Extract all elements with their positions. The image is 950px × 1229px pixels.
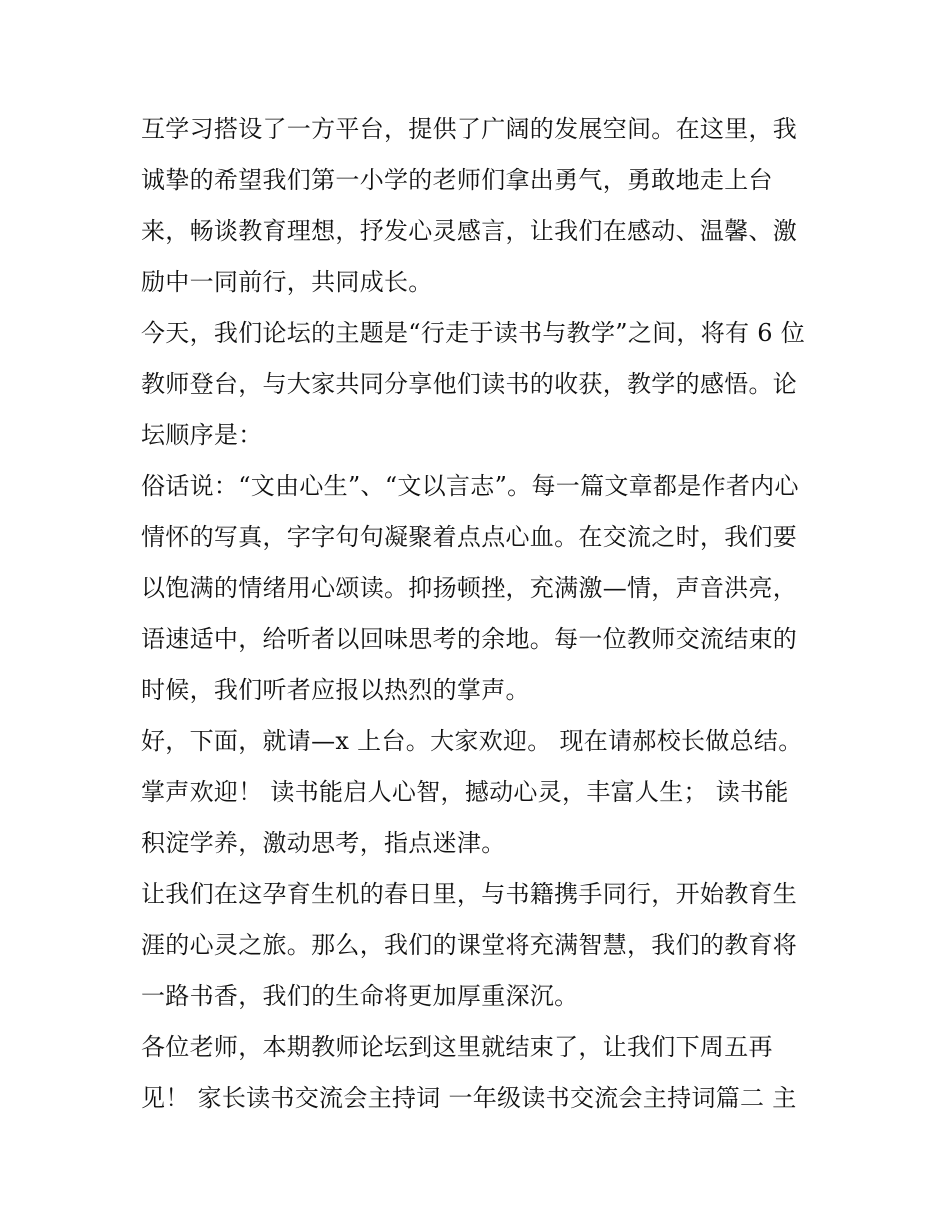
text-line: 情怀的写真，字字句句凝聚着点点心血。在交流之时，我们要 bbox=[141, 523, 798, 551]
text-line: 俗话说：“文由心生”、“文以言志”。每一篇文章都是作者内心 bbox=[141, 472, 799, 500]
text-line: 积淀学养，激动思考，指点迷津。 bbox=[141, 829, 506, 857]
text-line: 一路书香，我们的生命将更加厚重深沉。 bbox=[141, 982, 579, 1010]
text-line: 坛顺序是： bbox=[141, 421, 263, 449]
text-line: 见！ 家长读书交流会主持词 一年级读书交流会主持词篇二 主 bbox=[141, 1084, 797, 1112]
text-line: 来，畅谈教育理想，抒发心灵感言，让我们在感动、温馨、激 bbox=[141, 217, 798, 245]
text-line: 让我们在这孕育生机的春日里，与书籍携手同行，开始教育生 bbox=[141, 880, 798, 908]
body-text bbox=[141, 104, 821, 1124]
text-line: 互学习搭设了一方平台，提供了广阔的发展空间。在这里，我 bbox=[141, 115, 798, 143]
text-line: 时候，我们听者应报以热烈的掌声。 bbox=[141, 676, 530, 704]
text-line: 教师登台，与大家共同分享他们读书的收获，教学的感悟。论 bbox=[141, 370, 798, 398]
text-line: 涯的心灵之旅。那么，我们的课堂将充满智慧，我们的教育将 bbox=[141, 931, 798, 959]
text-line: 诚挚的希望我们第一小学的老师们拿出勇气，勇敢地走上台 bbox=[141, 166, 773, 194]
text-line: 今天，我们论坛的主题是“行走于读书与教学”之间，将有 6 位 bbox=[141, 319, 806, 347]
text-line: 励中一同前行，共同成长。 bbox=[141, 268, 433, 296]
text-line: 各位老师，本期教师论坛到这里就结束了，让我们下周五再 bbox=[141, 1033, 773, 1061]
text-line: 掌声欢迎！ 读书能启人心智，撼动心灵，丰富人生； 读书能 bbox=[141, 778, 789, 806]
text-line: 好，下面，就请—x 上台。大家欢迎。 现在请郝校长做总结。 bbox=[141, 727, 803, 755]
text-line: 以饱满的情绪用心颂读。抑扬顿挫，充满激—情，声音洪亮， bbox=[141, 574, 798, 602]
text-line: 语速适中，给听者以回味思考的余地。每一位教师交流结束的 bbox=[141, 625, 798, 653]
